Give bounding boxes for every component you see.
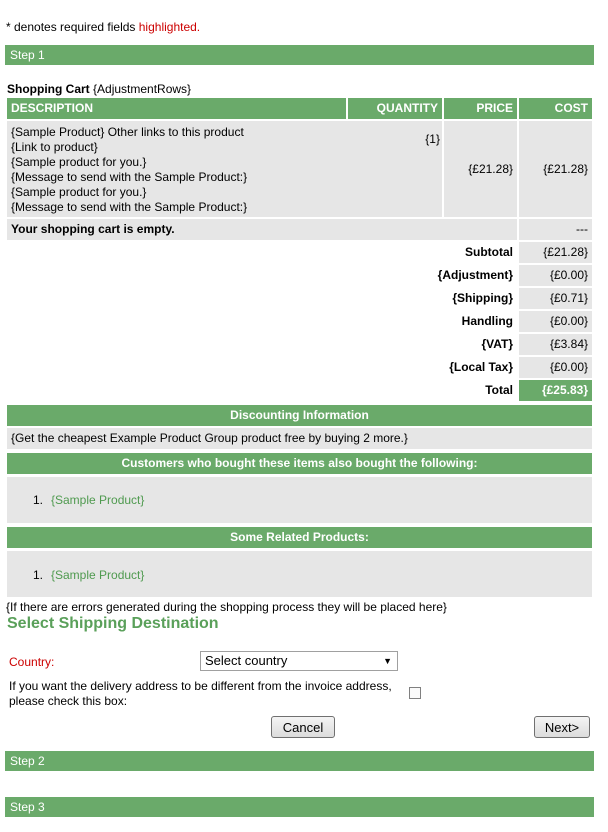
cart-item-description xyxy=(7,121,442,217)
also-bought-list xyxy=(7,477,592,523)
country-label: Country: xyxy=(9,655,55,669)
shipping-label: {Shipping} xyxy=(452,291,513,305)
shipping-value: {£0.71} xyxy=(519,288,592,309)
related-list xyxy=(7,551,592,597)
discount-text: {Get the cheapest Example Product Group product free by buying 2 more.} xyxy=(7,428,592,449)
adjustment-label: {Adjustment} xyxy=(437,268,513,282)
required-note xyxy=(6,20,200,34)
also-bought-header: Customers who bought these items also bought the following: xyxy=(7,453,592,474)
related-number: 1. xyxy=(33,568,44,582)
local-tax-value: {£0.00} xyxy=(519,357,592,378)
cart-empty-cost: --- xyxy=(519,219,592,240)
cart-title-suffix: {AdjustmentRows} xyxy=(93,82,192,96)
also-bought-number: 1. xyxy=(33,493,44,507)
header-cost: COST xyxy=(519,98,592,119)
step-2-header[interactable]: Step 2 xyxy=(5,751,594,771)
adjustment-value: {£0.00} xyxy=(519,265,592,286)
related-header: Some Related Products: xyxy=(7,527,592,548)
vat-value: {£3.84} xyxy=(519,334,592,355)
cancel-button[interactable]: Cancel xyxy=(271,716,335,738)
header-quantity: QUANTITY xyxy=(348,98,442,119)
country-select[interactable] xyxy=(200,651,398,671)
handling-label: Handling xyxy=(461,314,513,328)
related-item-link[interactable]: {Sample Product} xyxy=(51,568,145,582)
total-value: {£25.83} xyxy=(519,380,592,401)
item-line: {Message to send with the Sample Product:} xyxy=(11,170,248,184)
shipping-title: Select Shipping Destination xyxy=(7,615,219,632)
subtotal-value: {£21.28} xyxy=(519,242,592,263)
required-note-text: * denotes required fields xyxy=(6,20,139,34)
next-button[interactable]: Next> xyxy=(534,716,590,738)
cart-title xyxy=(7,82,191,96)
handling-value: {£0.00} xyxy=(519,311,592,332)
item-line[interactable]: {Sample Product} Other links to this product xyxy=(11,125,244,139)
item-quantity: {1} xyxy=(425,132,440,146)
step-3-header[interactable]: Step 3 xyxy=(5,797,594,817)
different-address-text xyxy=(9,679,392,709)
dropdown-arrow-icon: ▼ xyxy=(383,656,392,666)
item-line: {Sample product for you.} xyxy=(11,185,147,199)
total-label: Total xyxy=(485,383,513,397)
required-note-highlight: highlighted. xyxy=(138,20,201,34)
different-address-line-2: please check this box: xyxy=(9,694,128,708)
item-line: {Message to send with the Sample Product:} xyxy=(11,200,248,214)
item-cost: {£21.28} xyxy=(519,121,592,217)
item-line[interactable]: {Link to product} xyxy=(11,140,98,154)
item-price: {£21.28} xyxy=(444,121,517,217)
subtotal-label: Subtotal xyxy=(465,245,513,259)
header-description: DESCRIPTION xyxy=(7,98,346,119)
errors-note: {If there are errors generated during the shopping process they will be placed here} xyxy=(6,600,447,614)
cart-title-text: Shopping Cart xyxy=(7,82,90,96)
different-address-checkbox[interactable] xyxy=(409,687,421,699)
local-tax-label: {Local Tax} xyxy=(449,360,513,374)
discount-header: Discounting Information xyxy=(7,405,592,426)
cart-empty-message: Your shopping cart is empty. xyxy=(7,219,517,240)
vat-label: {VAT} xyxy=(481,337,513,351)
item-line: {Sample product for you.} xyxy=(11,155,147,169)
different-address-line-1: If you want the delivery address to be different from the invoice address, xyxy=(9,679,392,693)
step-1-header[interactable]: Step 1 xyxy=(5,45,594,65)
header-price: PRICE xyxy=(444,98,517,119)
also-bought-item-link[interactable]: {Sample Product} xyxy=(51,493,145,507)
country-select-value: Select country xyxy=(205,653,288,668)
